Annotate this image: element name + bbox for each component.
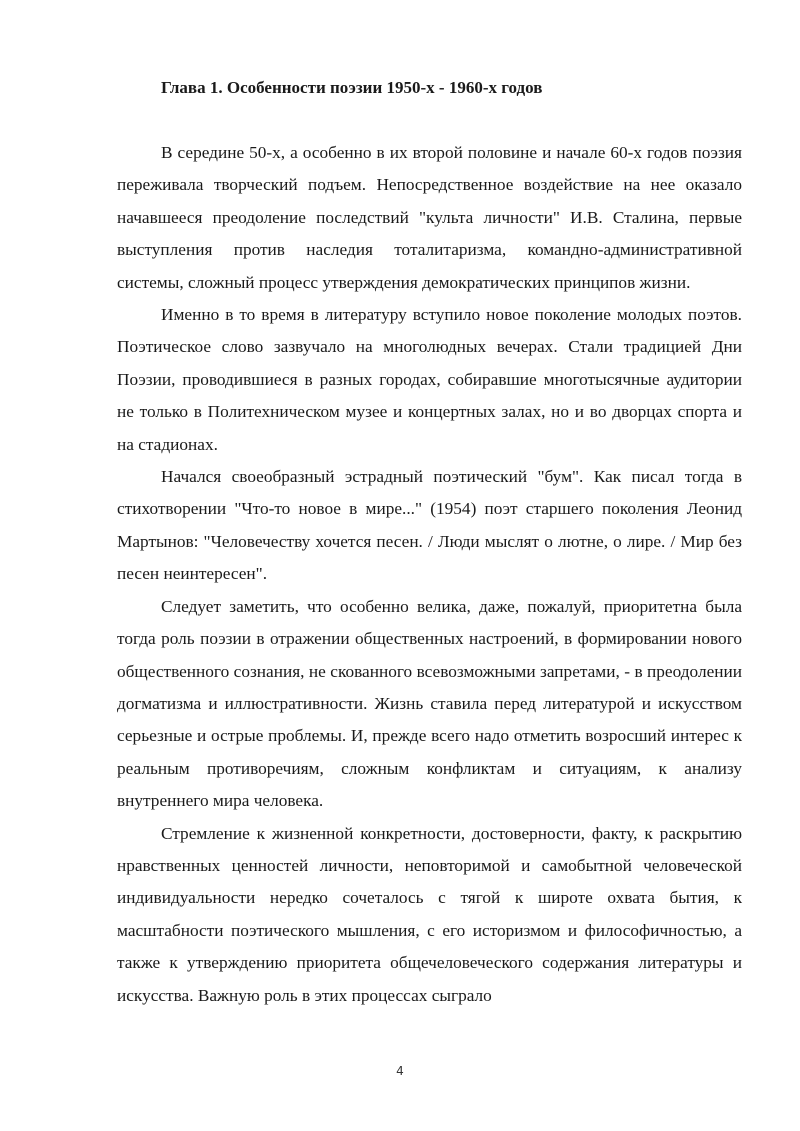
paragraph: Начался своеобразный эстрадный поэтический "бум". Как писал тогда в стихотворении "Что-то новое в мире..." (1954) поэт старшего поколения Леонид Мартынов: "Человечеству хочется песен. / Люди мыслят о лютне, о лире. / Мир без песен неинтересен". xyxy=(117,467,742,584)
paragraph: Именно в то время в литературу вступило новое поколение молодых поэтов. Поэтическое слово зазвучало на многолюдных вечерах. Стали традицией Дни Поэзии, проводившиеся в разных городах, собиравшие многотысячные аудитории не только в Политехническом музее и концертных залах, но и во дворцах спорта и на стадионах. xyxy=(117,305,742,454)
chapter-heading: Глава 1. Особенности поэзии 1950-х - 1960-х годов xyxy=(161,78,543,97)
body-text xyxy=(117,137,742,1012)
paragraph: Стремление к жизненной конкретности, достоверности, факту, к раскрытию нравственных ценностей личности, неповторимой и самобытной человеческой индивидуальности нередко сочеталось с тягой к широте охвата бытия, к масштабности поэтического мышления, с его историзмом и философичностью, а также к утверждению приоритета общечеловеческого содержания литературы и искусства. Важную роль в этих процессах сыграло xyxy=(117,823,742,1005)
paragraph: Следует заметить, что особенно велика, даже, пожалуй, приоритетна была тогда роль поэзии в отражении общественных настроений, в формировании нового общественного сознания, не скованного всевозможными запретами, - в преодолении догматизма и иллюстративности. Жизнь ставила перед литературой и искусством серьезные и острые проблемы. И, прежде всего надо отметить возросший интерес к реальным противоречиям, сложным конфликтам и ситуациям, к анализу внутреннего мира человека. xyxy=(117,596,742,811)
page-number: 4 xyxy=(396,1064,404,1078)
paragraph: В середине 50-х, а особенно в их второй половине и начале 60-х годов поэзия переживала творческий подъем. Непосредственное воздействие на нее оказало начавшееся преодоление последствий "культа личности" И.В. Сталина, первые выступления против наследия тоталитаризма, командно-административной системы, сложный процесс утверждения демократических принципов жизни. xyxy=(117,143,742,292)
